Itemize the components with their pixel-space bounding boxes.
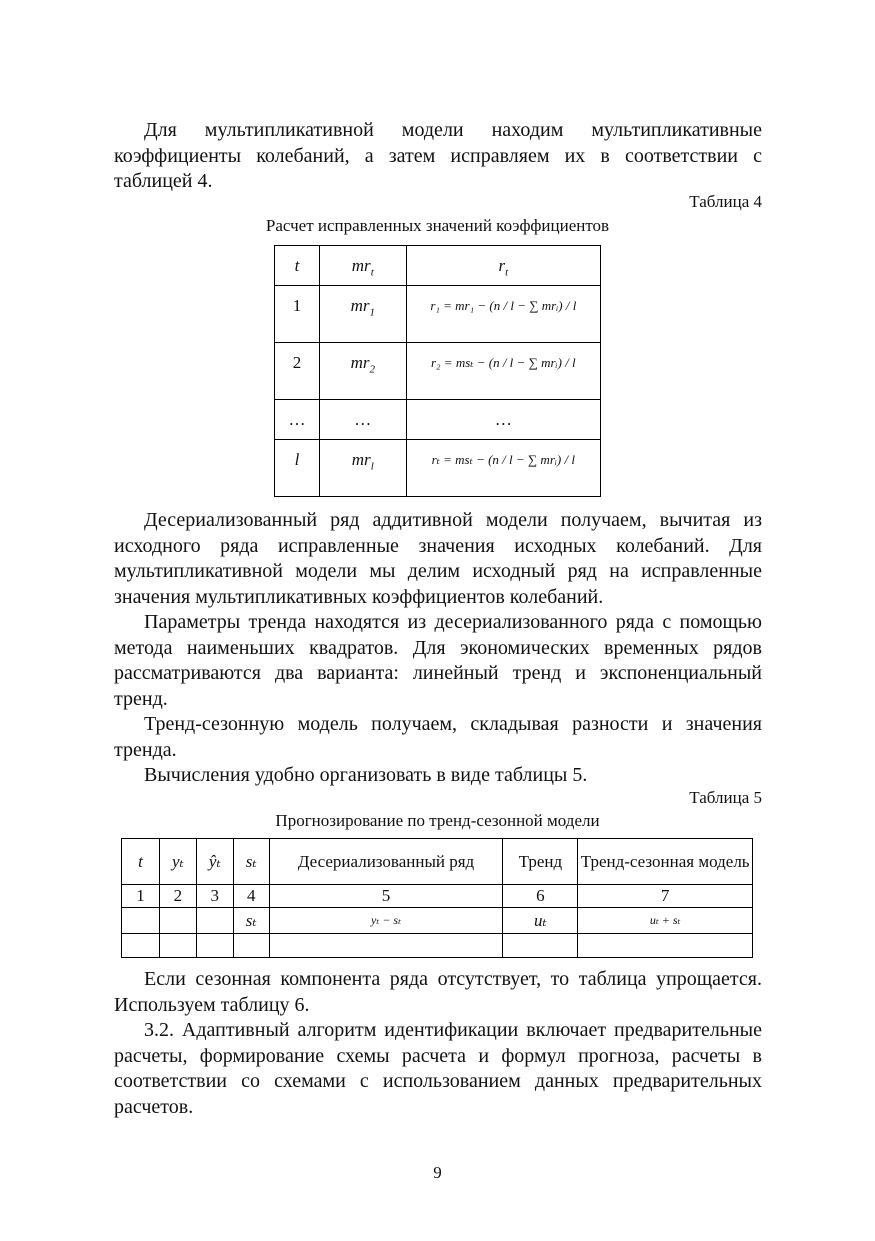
table5-cell: 7 — [578, 885, 753, 908]
paragraph-intro: Для мультипликативной модели находим мультипликативные коэффициенты колебаний, а затем исправляем их в соответствии с таблицей 4. — [114, 119, 762, 192]
table5-header-deserialized: Десериализованный ряд — [269, 839, 503, 885]
table4-cell-t: 1 — [275, 286, 320, 343]
table5-cell: 5 — [269, 885, 503, 908]
table4-cell-mr: … — [319, 400, 406, 440]
table4-cell-mr: $mr_2$ — [319, 343, 406, 400]
table5-cell: uₜ — [503, 908, 578, 934]
table4-cell-mr: $mr_1$ — [319, 286, 406, 343]
table4-cell-formula: r₂ = msₜ − (n / l − ∑ mrᵢ) / l — [406, 343, 600, 400]
table5-header-trend-seasonal: Тренд-сезонная модель — [578, 839, 753, 885]
table5-header-s: sₜ — [233, 839, 269, 885]
table4-cell-t: l — [275, 440, 320, 497]
table5-cell — [269, 934, 503, 958]
table5-header-row — [122, 839, 753, 885]
table5-label: Таблица 5 — [689, 788, 762, 807]
paragraph-table5-intro: Вычисления удобно организовать в виде таблицы 5. — [144, 764, 588, 786]
table4-cell-formula: rₜ = msₜ − (n / l − ∑ mrᵢ) / l — [406, 440, 600, 497]
page-number: 9 — [433, 1163, 442, 1182]
table4-label: Таблица 4 — [689, 192, 762, 211]
table5-cell — [122, 908, 160, 934]
table5-header-trend: Тренд — [503, 839, 578, 885]
table5-cell — [159, 934, 196, 958]
table5-cell: 4 — [233, 885, 269, 908]
table5-header-t: t — [122, 839, 160, 885]
table-row — [275, 343, 601, 400]
table4-cell-formula: r₁ = mr₁ − (n / l − ∑ mrᵢ) / l — [406, 286, 600, 343]
table5-cell — [503, 934, 578, 958]
table4-header-mr: $mr_t$ — [319, 246, 406, 286]
table5-title: Прогнозирование по тренд-сезонной модели — [275, 811, 600, 830]
table-row — [275, 286, 601, 343]
table4-header-row — [275, 246, 601, 286]
paragraph-trend-params: Параметры тренда находятся из десериализованного ряда с помощью метода наименьших квадратов. Для экономических временных рядов рассматриваются два варианта: линейный тренд и экспоненциальный тренд. — [114, 611, 762, 710]
table4-header-r: $r_t$ — [406, 246, 600, 286]
table4-cell-mr: $mr_l$ — [319, 440, 406, 497]
table4-title: Расчет исправленных значений коэффициентов — [265, 216, 610, 235]
paragraph-deserialized: Десериализованный ряд аддитивной модели получаем, вычитая из исходного ряда исправленные значения исходных колебаний. Для мультипликативной модели мы делим исходный ряд на исправленные значения мультипликативных коэффициентов колебаний. — [114, 509, 762, 608]
table5 — [121, 838, 753, 958]
table4-cell-t: … — [275, 400, 320, 440]
table5-cell: sₜ — [233, 908, 269, 934]
paragraph-trend-seasonal: Тренд-сезонную модель получаем, складывая разности и значения тренда. — [114, 713, 762, 761]
table5-header-yhat: ŷₜ — [196, 839, 233, 885]
table4-cell-formula: … — [406, 400, 600, 440]
table5-cell — [122, 934, 160, 958]
table5-cell — [196, 934, 233, 958]
table5-cell — [159, 908, 196, 934]
table5-cell: 2 — [159, 885, 196, 908]
table-row — [122, 908, 753, 934]
table5-cell: uₜ + sₜ — [578, 908, 753, 934]
paragraph-no-seasonal: Если сезонная компонента ряда отсутствует, то таблица упрощается. Используем таблицу 6. — [114, 968, 762, 1016]
table-row — [275, 440, 601, 497]
table5-cell: yₜ − sₜ — [269, 908, 503, 934]
table5-cell — [578, 934, 753, 958]
table4-cell-t: 2 — [275, 343, 320, 400]
table4 — [274, 245, 601, 497]
table5-cell: 3 — [196, 885, 233, 908]
table-row — [275, 400, 601, 440]
table4-header-t: t — [275, 246, 320, 286]
table5-cell — [233, 934, 269, 958]
table5-cell: 6 — [503, 885, 578, 908]
table5-cell: 1 — [122, 885, 160, 908]
table5-header-y: yₜ — [159, 839, 196, 885]
paragraph-adaptive: 3.2. Адаптивный алгоритм идентификации включает предварительные расчеты, формирование схемы расчета и формул прогноза, расчеты в соответствии со схемами с использованием данных предварительных расчетов. — [114, 1019, 762, 1118]
table5-cell — [196, 908, 233, 934]
table-row — [122, 934, 753, 958]
table-row — [122, 885, 753, 908]
